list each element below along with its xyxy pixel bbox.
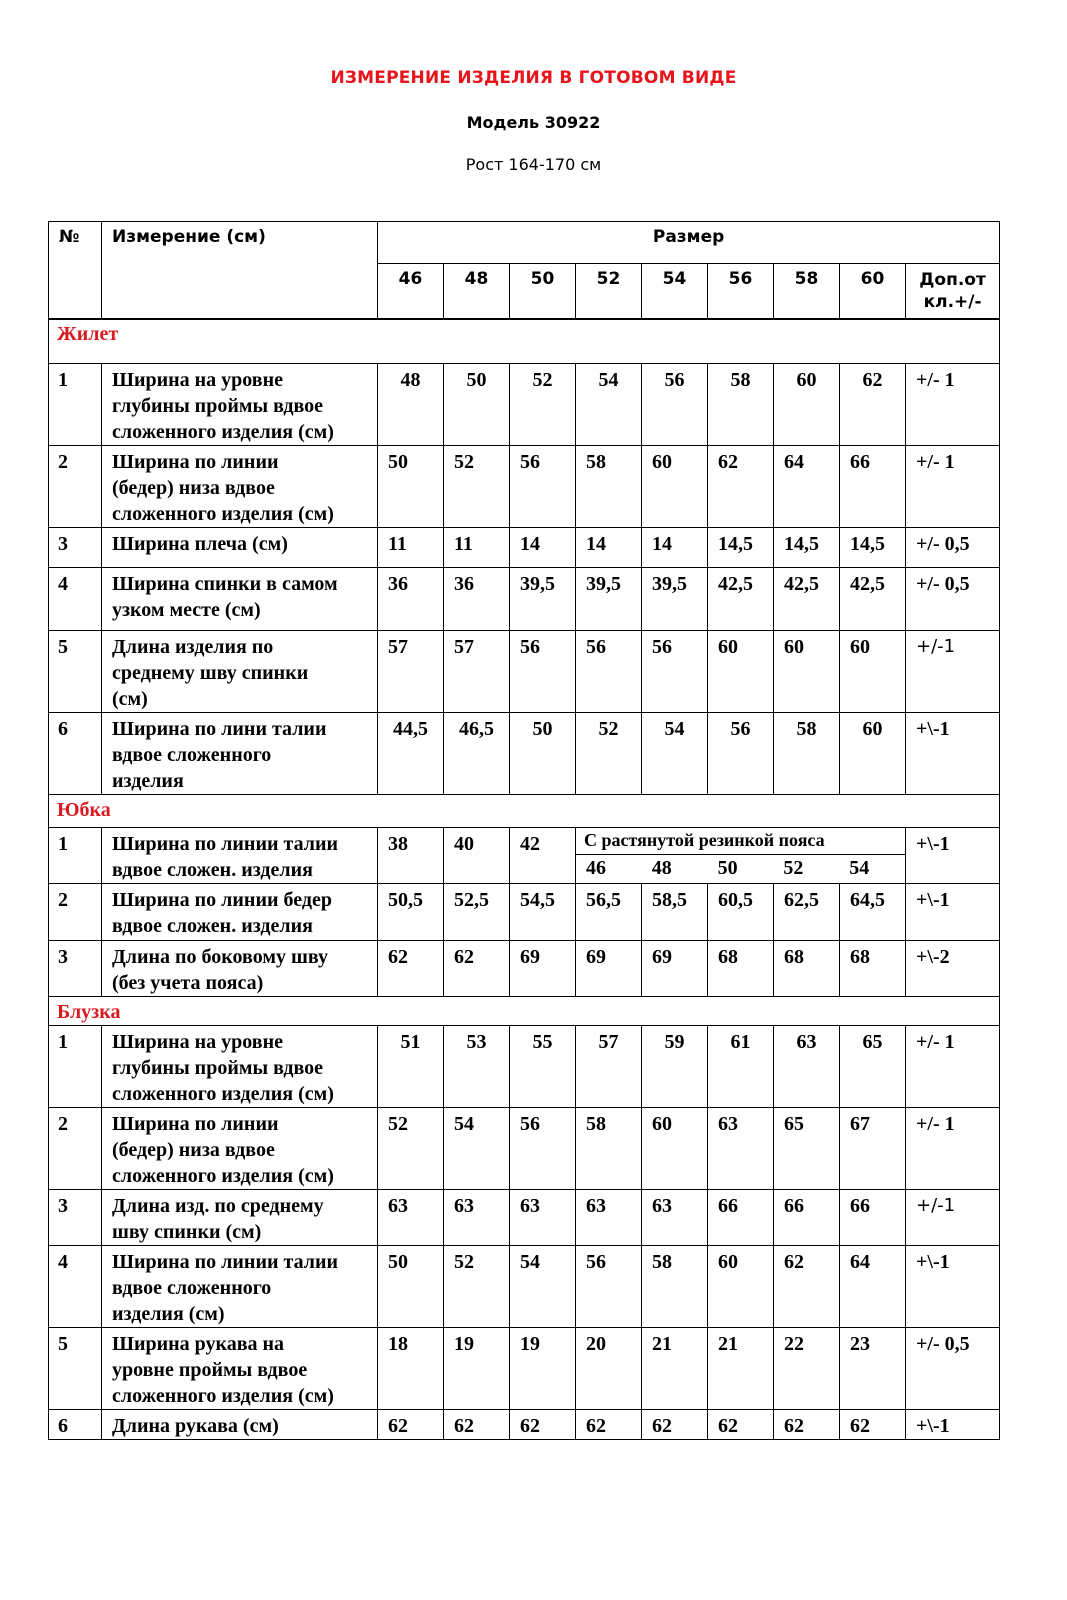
measurement-value: 56	[642, 364, 708, 446]
measurement-label-line: Длина изделия по	[112, 636, 274, 658]
measurement-label-line: изделия (см)	[112, 1303, 225, 1325]
row-number: 6	[49, 713, 102, 795]
column-header-measurement: Измерение (см)	[102, 222, 378, 320]
measurement-value: 58	[708, 364, 774, 446]
measurement-value: 23	[840, 1328, 906, 1410]
measurement-value: 62	[774, 1246, 840, 1328]
stretched-size-value: 48	[651, 857, 672, 879]
tolerance-value: +\-1	[906, 1246, 1000, 1328]
size-header: 54	[642, 264, 708, 320]
measurement-label-line: среднему шву спинки	[112, 662, 309, 684]
measurement-label-line: Ширина по линии	[112, 451, 279, 473]
measurement-value: 44,5	[378, 713, 444, 795]
measurement-label	[102, 1026, 378, 1108]
measurement-value: 57	[378, 631, 444, 713]
measurement-value: 52	[510, 364, 576, 446]
table-row	[49, 631, 1000, 713]
measurement-value: 66	[708, 1190, 774, 1246]
table-row	[49, 1190, 1000, 1246]
measurement-label-line: Длина изд. по среднему	[112, 1195, 324, 1217]
measurement-value: 39,5	[510, 568, 576, 631]
measurement-value: 18	[378, 1328, 444, 1410]
measurement-value: 39,5	[642, 568, 708, 631]
measurement-value: 68	[840, 941, 906, 997]
measurement-value: 63	[378, 1190, 444, 1246]
measurement-value: 64,5	[840, 884, 906, 941]
size-header: 58	[774, 264, 840, 320]
measurement-value: 62,5	[774, 884, 840, 941]
stretched-waistband-label: С растянутой резинкой пояса	[576, 828, 905, 855]
measurement-value: 60	[840, 713, 906, 795]
measurement-label-line: Ширина на уровне	[112, 369, 284, 391]
measurement-value: 54	[510, 1246, 576, 1328]
measurement-label-line: Длина по боковому шву	[112, 946, 328, 968]
measurement-label-line: узком месте (см)	[112, 599, 261, 621]
measurement-value: 42,5	[774, 568, 840, 631]
measurement-label	[102, 364, 378, 446]
measurement-value: 62	[510, 1410, 576, 1440]
height-range: Рост 164-170 см	[465, 155, 602, 174]
measurement-label-line: Ширина на уровне	[112, 1031, 284, 1053]
section-title: Жилет	[49, 319, 1000, 364]
row-number: 2	[49, 884, 102, 941]
measurement-label	[102, 1328, 378, 1410]
measurement-value: 65	[774, 1108, 840, 1190]
measurement-label-line: сложенного изделия (см)	[112, 503, 334, 525]
measurement-label-line: (бедер) низа вдвое	[112, 1139, 275, 1161]
measurement-value: 66	[840, 1190, 906, 1246]
measurement-value: 42,5	[840, 568, 906, 631]
measurement-label	[102, 1108, 378, 1190]
measurement-value: 58	[774, 713, 840, 795]
measurement-value: 36	[378, 568, 444, 631]
measurement-value: 14,5	[840, 528, 906, 568]
measurement-value: 60	[708, 1246, 774, 1328]
row-number: 6	[49, 1410, 102, 1440]
tolerance-value: +/- 1	[906, 364, 1000, 446]
measurement-value: 62	[444, 941, 510, 997]
measurement-value: 67	[840, 1108, 906, 1190]
measurement-value: 61	[708, 1026, 774, 1108]
measurement-value: 64	[774, 446, 840, 528]
table-row	[49, 364, 1000, 446]
measurement-value: 55	[510, 1026, 576, 1108]
stretched-size-value: 46	[586, 857, 606, 879]
measurement-value: 58	[576, 1108, 642, 1190]
tolerance-value: +/-1	[906, 631, 1000, 713]
table-row	[49, 446, 1000, 528]
measurement-value: 60	[642, 446, 708, 528]
measurement-value: 56,5	[576, 884, 642, 941]
measurement-value: 62	[576, 1410, 642, 1440]
measurement-label-line: вдвое сложен. изделия	[112, 915, 313, 937]
measurement-value: 50,5	[378, 884, 444, 941]
stretched-size-value: 54	[849, 857, 870, 879]
tolerance-value: +/- 1	[906, 1108, 1000, 1190]
measurement-value: 56	[576, 631, 642, 713]
measurement-value: 19	[510, 1328, 576, 1410]
table-row	[49, 1246, 1000, 1328]
measurement-label-line: сложенного изделия (см)	[112, 1165, 334, 1187]
tolerance-header-line: кл.+/-	[923, 292, 982, 312]
measurement-label-line: Ширина рукава на	[112, 1333, 285, 1355]
measurement-label-line: Ширина по линии	[112, 1113, 279, 1135]
measurement-label-line: Ширина по линии бедер	[112, 889, 332, 911]
column-header-tolerance	[906, 264, 1000, 320]
measurement-value: 62	[708, 1410, 774, 1440]
measurement-value: 58,5	[642, 884, 708, 941]
measurement-label	[102, 446, 378, 528]
size-header: 56	[708, 264, 774, 320]
measurement-label-line: Ширина по линии талии	[112, 1251, 339, 1273]
measurement-value: 63	[576, 1190, 642, 1246]
measurement-value: 56	[510, 446, 576, 528]
measurement-value: 60	[774, 631, 840, 713]
measurement-label	[102, 528, 378, 568]
measurement-label-line: глубины проймы вдвое	[112, 395, 324, 417]
measurement-label-line: сложенного изделия (см)	[112, 421, 334, 443]
row-number: 1	[49, 828, 102, 884]
table-row	[49, 828, 1000, 884]
size-header: 50	[510, 264, 576, 320]
row-number: 4	[49, 568, 102, 631]
measurement-value: 62	[774, 1410, 840, 1440]
measurement-label-line: (бедер) низа вдвое	[112, 477, 275, 499]
measurement-value: 56	[510, 631, 576, 713]
tolerance-value: +/- 0,5	[906, 1328, 1000, 1410]
measurement-value: 62	[444, 1410, 510, 1440]
measurement-value: 69	[576, 941, 642, 997]
column-header-size: Размер	[378, 222, 1000, 264]
measurement-value: 69	[510, 941, 576, 997]
measurement-value: 63	[642, 1190, 708, 1246]
tolerance-value: +/- 1	[906, 446, 1000, 528]
measurement-label-line: глубины проймы вдвое	[112, 1057, 324, 1079]
measurement-label-line: Ширина спинки в самом	[112, 573, 338, 595]
tolerance-value: +/- 0,5	[906, 568, 1000, 631]
measurement-value: 50	[444, 364, 510, 446]
document-title: ИЗМЕРЕНИЕ ИЗДЕЛИЯ В ГОТОВОМ ВИДЕ	[330, 68, 737, 88]
table-row	[49, 884, 1000, 941]
section-title: Юбка	[49, 795, 1000, 828]
measurement-value: 51	[378, 1026, 444, 1108]
measurement-value: 58	[576, 446, 642, 528]
measurement-value: 54	[444, 1108, 510, 1190]
tolerance-value: +\-1	[906, 828, 1000, 884]
measurement-value: 60	[840, 631, 906, 713]
measurement-value: 58	[642, 1246, 708, 1328]
measurement-label-line: изделия	[112, 770, 184, 792]
measurement-label-line: Длина рукава (см)	[112, 1415, 279, 1437]
tolerance-value: +/- 0,5	[906, 528, 1000, 568]
measurement-value: 66	[840, 446, 906, 528]
measurements-table	[48, 318, 1000, 1440]
model-number: Модель 30922	[466, 113, 601, 132]
table-row	[49, 1108, 1000, 1190]
row-number: 5	[49, 1328, 102, 1410]
measurement-value: 62	[642, 1410, 708, 1440]
section-header-row	[49, 319, 1000, 364]
measurement-label-line: (без учета пояса)	[112, 972, 264, 994]
measurement-value: 40	[444, 828, 510, 884]
tolerance-value: +\-1	[906, 713, 1000, 795]
measurement-value: 57	[444, 631, 510, 713]
measurement-value: 14	[510, 528, 576, 568]
column-header-number: №	[49, 222, 102, 320]
table-row	[49, 1410, 1000, 1440]
measurement-label-line: шву спинки (см)	[112, 1221, 262, 1243]
table-row	[49, 568, 1000, 631]
measurement-value: 62	[708, 446, 774, 528]
measurement-value: 52	[576, 713, 642, 795]
measurement-label-line: вдвое сложенного	[112, 1277, 272, 1299]
stretched-waistband-cell	[576, 828, 906, 884]
measurement-value: 11	[378, 528, 444, 568]
measurement-value: 69	[642, 941, 708, 997]
measurement-value: 60	[708, 631, 774, 713]
measurement-value: 56	[708, 713, 774, 795]
measurement-value: 62	[840, 1410, 906, 1440]
measurement-label	[102, 631, 378, 713]
table-row	[49, 528, 1000, 568]
measurement-value: 60,5	[708, 884, 774, 941]
measurement-value: 56	[642, 631, 708, 713]
table-row	[49, 941, 1000, 997]
measurement-value: 57	[576, 1026, 642, 1108]
measurement-value: 11	[444, 528, 510, 568]
section-header-row	[49, 997, 1000, 1026]
measurement-label-line: сложенного изделия (см)	[112, 1083, 334, 1105]
row-number: 3	[49, 1190, 102, 1246]
table-header	[48, 221, 1000, 320]
section-title: Блузка	[49, 997, 1000, 1026]
measurement-label-line: (см)	[112, 688, 148, 710]
measurement-value: 63	[444, 1190, 510, 1246]
row-number: 1	[49, 1026, 102, 1108]
measurement-value: 38	[378, 828, 444, 884]
measurement-label-line: Ширина по линии талии	[112, 833, 339, 855]
tolerance-value: +/- 1	[906, 1026, 1000, 1108]
measurement-value: 56	[510, 1108, 576, 1190]
measurement-value: 60	[642, 1108, 708, 1190]
measurement-label	[102, 828, 378, 884]
measurement-value: 59	[642, 1026, 708, 1108]
measurement-value: 19	[444, 1328, 510, 1410]
size-header: 48	[444, 264, 510, 320]
measurement-value: 54	[576, 364, 642, 446]
tolerance-header-line: Доп.от	[919, 270, 986, 290]
measurement-value: 50	[510, 713, 576, 795]
row-number: 5	[49, 631, 102, 713]
measurement-value: 14	[576, 528, 642, 568]
measurement-value: 68	[774, 941, 840, 997]
tolerance-value: +\-1	[906, 884, 1000, 941]
measurement-value: 50	[378, 1246, 444, 1328]
measurement-value: 65	[840, 1026, 906, 1108]
tolerance-value: +\-2	[906, 941, 1000, 997]
stretched-size-value: 50	[717, 857, 738, 879]
measurement-value: 66	[774, 1190, 840, 1246]
section-header-row	[49, 795, 1000, 828]
size-header: 52	[576, 264, 642, 320]
measurement-label	[102, 884, 378, 941]
measurement-label	[102, 568, 378, 631]
measurement-value: 62	[840, 364, 906, 446]
measurement-value: 42,5	[708, 568, 774, 631]
measurement-value: 20	[576, 1328, 642, 1410]
measurement-value: 21	[708, 1328, 774, 1410]
measurement-label	[102, 713, 378, 795]
measurement-value: 22	[774, 1328, 840, 1410]
measurement-label	[102, 1190, 378, 1246]
measurement-label-line: вдвое сложен. изделия	[112, 859, 313, 881]
table-row	[49, 713, 1000, 795]
size-header: 46	[378, 264, 444, 320]
measurement-value: 68	[708, 941, 774, 997]
table-row	[49, 1026, 1000, 1108]
measurement-label-line: Ширина плеча (см)	[112, 533, 288, 555]
measurement-label-line: сложенного изделия (см)	[112, 1385, 334, 1407]
measurement-value: 36	[444, 568, 510, 631]
measurement-value: 14,5	[774, 528, 840, 568]
table-row	[49, 1328, 1000, 1410]
size-header: 60	[840, 264, 906, 320]
measurement-value: 56	[576, 1246, 642, 1328]
stretched-size-value: 52	[783, 857, 804, 879]
row-number: 2	[49, 446, 102, 528]
measurement-value: 46,5	[444, 713, 510, 795]
tolerance-value: +/-1	[906, 1190, 1000, 1246]
measurement-value: 53	[444, 1026, 510, 1108]
measurement-value: 63	[708, 1108, 774, 1190]
row-number: 4	[49, 1246, 102, 1328]
measurement-value: 48	[378, 364, 444, 446]
measurement-value: 62	[378, 941, 444, 997]
measurement-value: 60	[774, 364, 840, 446]
measurement-value: 14,5	[708, 528, 774, 568]
measurement-label	[102, 1410, 378, 1440]
tolerance-value: +\-1	[906, 1410, 1000, 1440]
row-number: 3	[49, 941, 102, 997]
row-number: 1	[49, 364, 102, 446]
measurement-value: 52,5	[444, 884, 510, 941]
measurement-value: 54	[642, 713, 708, 795]
measurement-value: 63	[510, 1190, 576, 1246]
measurement-value: 39,5	[576, 568, 642, 631]
measurement-label-line: вдвое сложенного	[112, 744, 272, 766]
measurement-value: 64	[840, 1246, 906, 1328]
measurement-value: 52	[444, 446, 510, 528]
measurement-value: 21	[642, 1328, 708, 1410]
row-number: 3	[49, 528, 102, 568]
measurement-value: 63	[774, 1026, 840, 1108]
measurement-value: 50	[378, 446, 444, 528]
measurement-value: 42	[510, 828, 576, 884]
measurement-label	[102, 941, 378, 997]
measurement-value: 14	[642, 528, 708, 568]
measurement-value: 52	[378, 1108, 444, 1190]
measurement-value: 54,5	[510, 884, 576, 941]
measurement-value: 52	[444, 1246, 510, 1328]
measurement-label-line: Ширина по лини талии	[112, 718, 327, 740]
measurement-label	[102, 1246, 378, 1328]
measurement-label-line: уровне проймы вдвое	[112, 1359, 308, 1381]
row-number: 2	[49, 1108, 102, 1190]
measurement-value: 62	[378, 1410, 444, 1440]
